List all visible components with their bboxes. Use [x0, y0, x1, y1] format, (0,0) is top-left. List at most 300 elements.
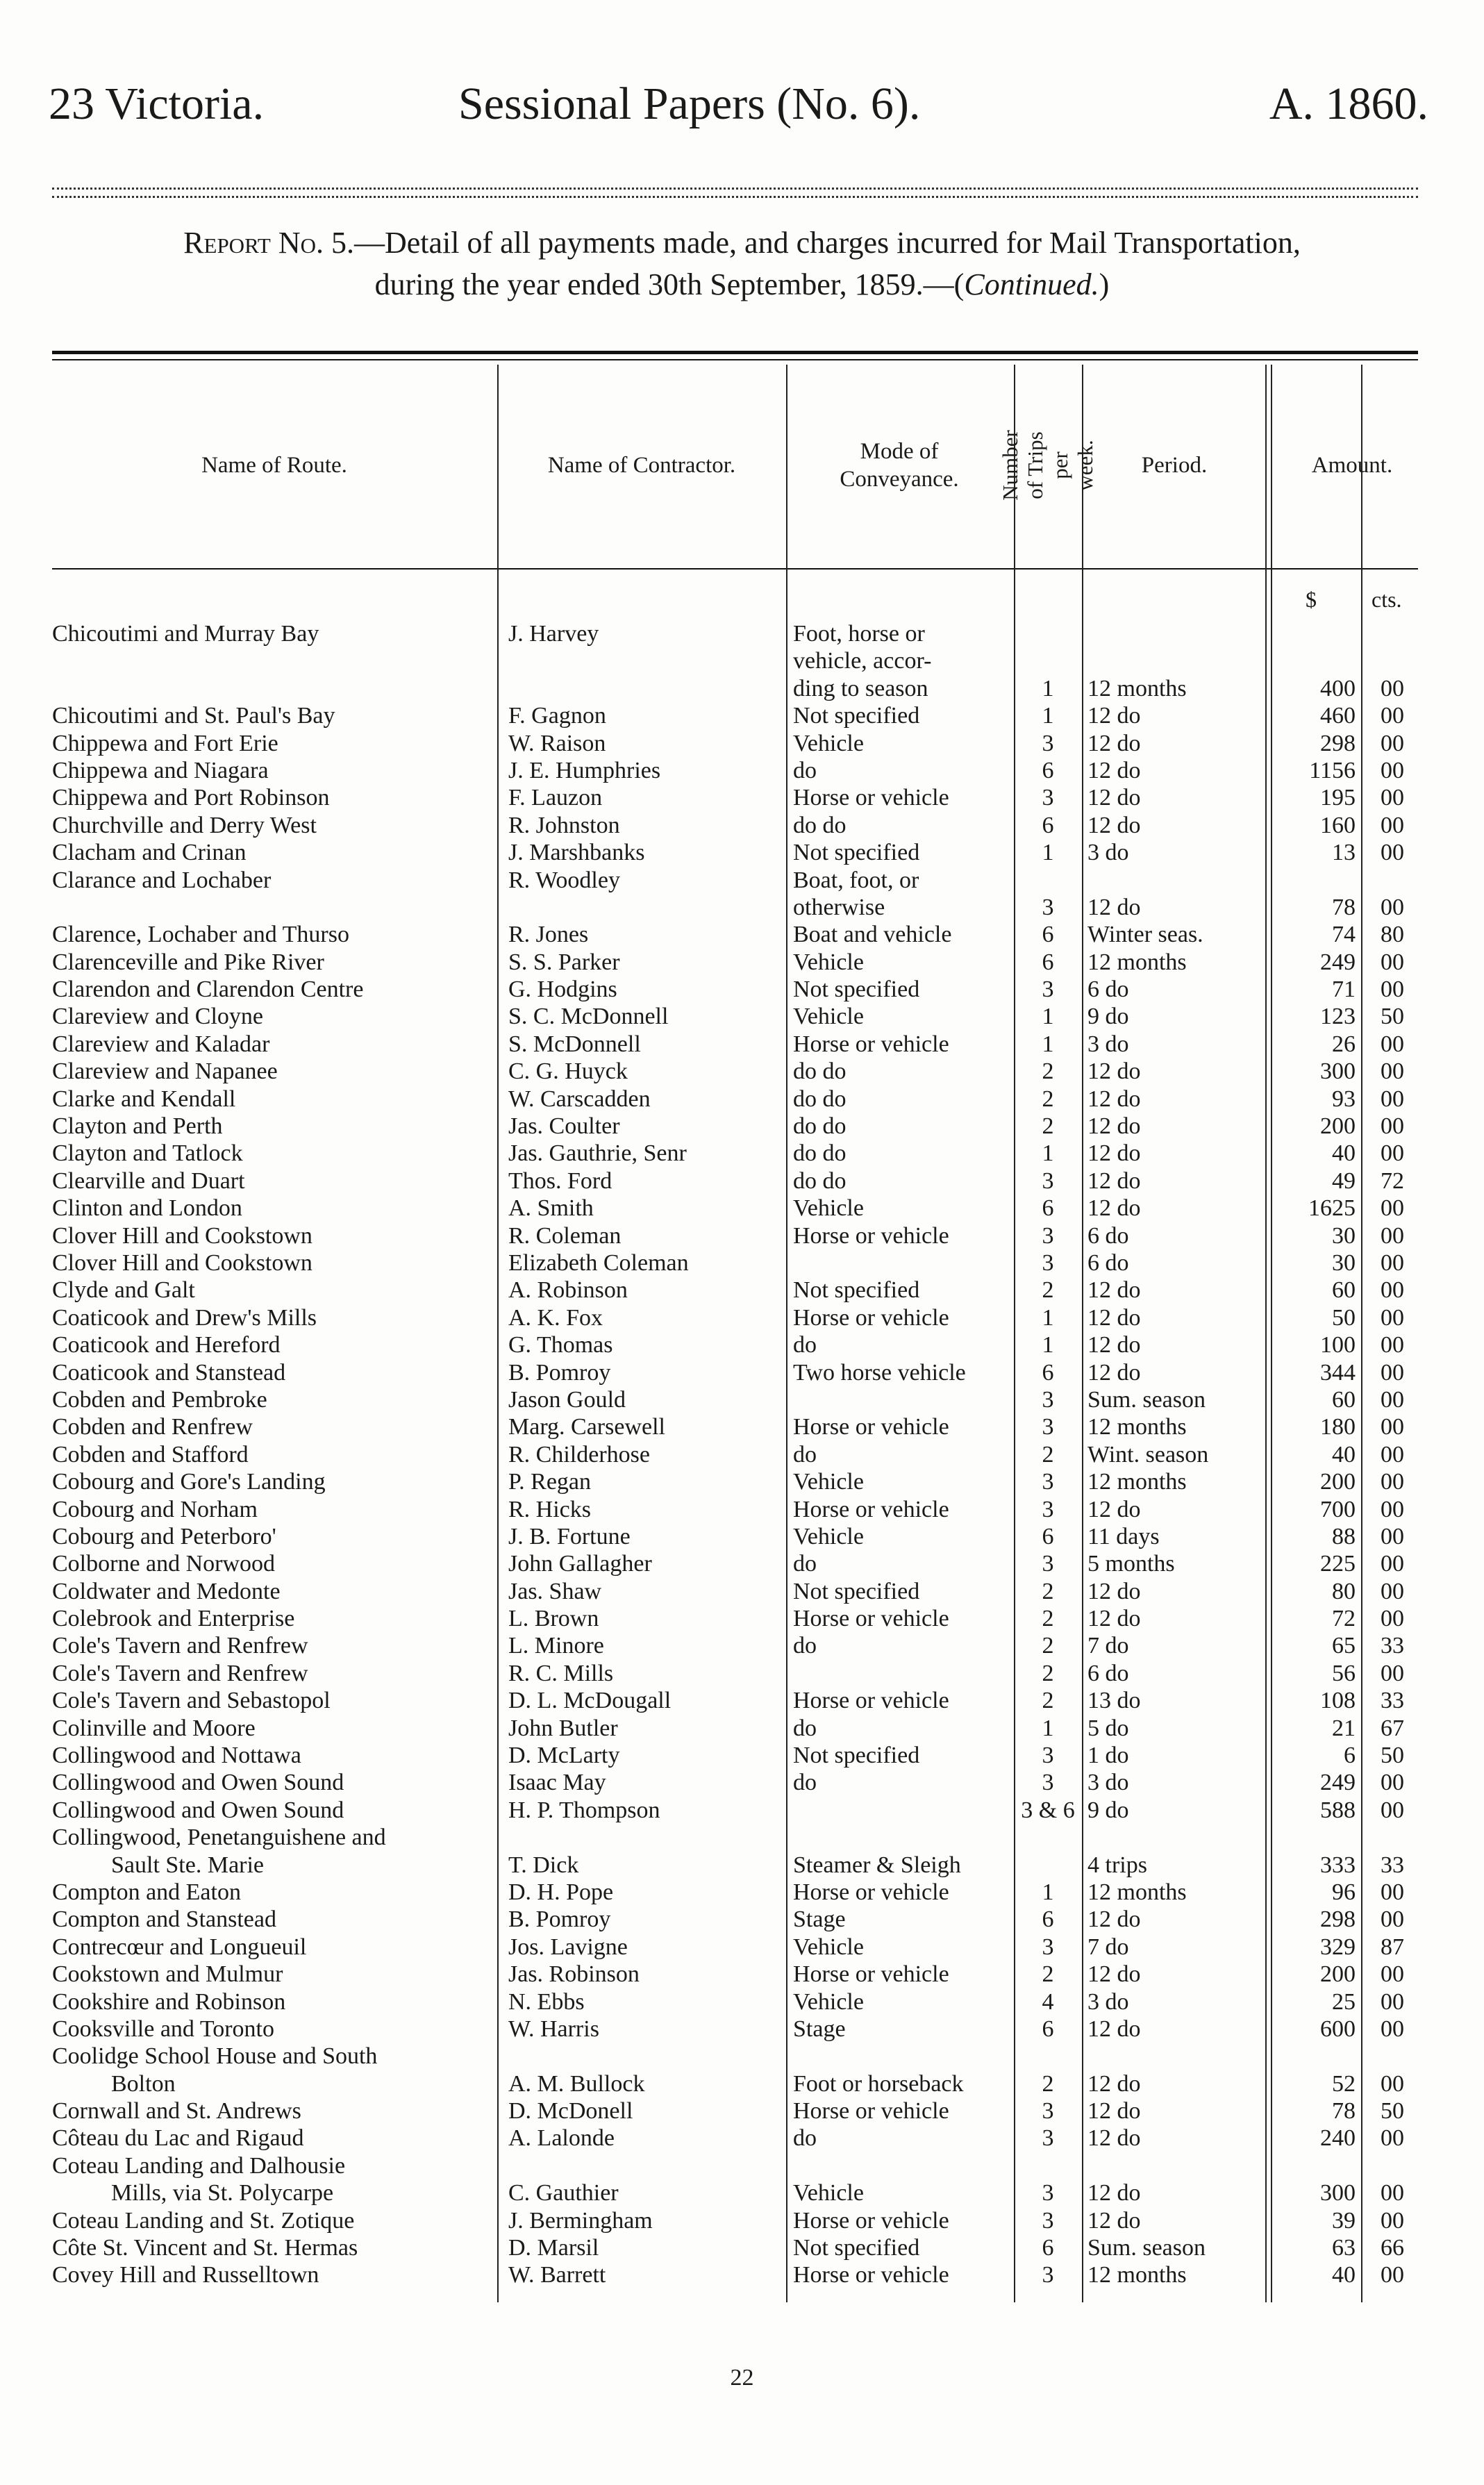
route-name — [52, 1550, 495, 1577]
amount-cents — [1372, 647, 1413, 674]
trips-per-week — [1015, 867, 1081, 894]
route-name-text: Clinton and London — [52, 1195, 242, 1222]
period-text: 7 do — [1087, 1934, 1129, 1960]
amount-cents-text: 00 — [1381, 2125, 1404, 2152]
period — [1087, 1222, 1262, 1249]
table-row — [0, 1797, 1484, 1824]
conveyance-mode-text: Horse or vehicle — [793, 1961, 949, 1988]
contractor-name-text: D. L. McDougall — [508, 1688, 672, 1714]
table-row — [0, 921, 1484, 948]
amount-dollars-text: 50 — [1332, 1304, 1356, 1331]
contractor-name-text: J. Bermingham — [508, 2207, 653, 2234]
amount-cents-text: 00 — [1381, 1277, 1404, 1304]
amount-dollars-text: 180 — [1320, 1414, 1356, 1440]
route-name — [52, 1195, 495, 1222]
contractor-name — [508, 1605, 784, 1632]
route-name-text: Compton and Stanstead — [52, 1906, 276, 1933]
trips-per-week-text: 6 — [1042, 922, 1054, 948]
table-row — [0, 1496, 1484, 1523]
amount-cents — [1372, 1195, 1413, 1222]
amount-dollars-text: 249 — [1320, 1770, 1356, 1796]
conveyance-mode — [793, 1167, 1014, 1195]
trips-per-week-text: 2 — [1042, 1277, 1054, 1304]
conveyance-mode — [793, 1113, 1014, 1140]
session-label: 23 Victoria. — [49, 78, 265, 129]
contractor-name-text: R. Johnston — [508, 812, 620, 838]
amount-cents-text: 00 — [1381, 1660, 1404, 1686]
trips-per-week — [1015, 1523, 1081, 1550]
conveyance-mode-text: Horse or vehicle — [793, 2262, 949, 2288]
trips-per-week — [1015, 620, 1081, 647]
conveyance-mode-text: do — [793, 2125, 817, 2152]
contractor-name — [508, 1906, 784, 1933]
trips-per-week-text: 6 — [1042, 1359, 1054, 1386]
amount-cents — [1372, 1715, 1413, 1742]
contractor-name — [508, 894, 784, 921]
table-row — [0, 2097, 1484, 2125]
amount-dollars — [1278, 675, 1356, 702]
amount-dollars-text: 400 — [1320, 675, 1356, 701]
route-name-text: Cobden and Pembroke — [52, 1386, 267, 1413]
route-name — [52, 1988, 495, 2016]
route-name-text: Clarendon and Clarendon Centre — [52, 976, 364, 1003]
amount-cents — [1372, 1742, 1413, 1769]
amount-dollars — [1278, 620, 1356, 647]
period-text: 12 do — [1087, 1304, 1141, 1331]
table-row — [0, 1359, 1484, 1386]
route-name — [52, 1934, 495, 1961]
amount-cents-text: 00 — [1381, 1140, 1404, 1167]
conveyance-mode-text: do do — [793, 1086, 847, 1112]
table-top-rule-thin — [52, 359, 1418, 360]
amount-cents — [1372, 730, 1413, 757]
conveyance-mode-text: Horse or vehicle — [793, 2098, 949, 2125]
trips-per-week — [1015, 1687, 1081, 1714]
conveyance-mode-text: ding to season — [793, 675, 928, 701]
amount-dollars — [1278, 1988, 1356, 2016]
amount-cents — [1372, 812, 1413, 839]
amount-dollars — [1278, 2261, 1356, 2288]
trips-per-week-text: 2 — [1042, 1688, 1054, 1714]
conveyance-mode — [793, 1632, 1014, 1659]
amount-dollars — [1278, 1331, 1356, 1358]
route-name — [52, 1331, 495, 1358]
conveyance-mode — [793, 1277, 1014, 1304]
route-name-text: Clarance and Lochaber — [52, 867, 272, 893]
amount-cents — [1372, 1934, 1413, 1961]
route-name-text: Cobourg and Norham — [52, 1496, 258, 1522]
amount-dollars-text: 60 — [1332, 1386, 1356, 1413]
trips-per-week — [1015, 976, 1081, 1003]
route-name — [52, 1167, 495, 1195]
period-text: 1 do — [1087, 1743, 1129, 1769]
contractor-name-text: S. McDonnell — [508, 1031, 641, 1057]
contractor-name-text: G. Thomas — [508, 1332, 613, 1358]
amount-cents-text: 00 — [1381, 1469, 1404, 1495]
amount-dollars — [1278, 812, 1356, 839]
period — [1087, 1496, 1262, 1523]
period-text: 6 do — [1087, 1222, 1129, 1249]
route-name — [52, 730, 495, 757]
route-name-text: Coolidge School House and South — [52, 2043, 378, 2070]
amount-dollars-text: 300 — [1320, 1058, 1356, 1085]
route-name — [52, 1113, 495, 1140]
route-name-text: Côte St. Vincent and St. Hermas — [52, 2235, 358, 2261]
trips-per-week-text: 1 — [1042, 675, 1054, 701]
table-row — [0, 1222, 1484, 1249]
period — [1087, 1523, 1262, 1550]
conveyance-mode — [793, 2179, 1014, 2206]
column-header-route: Name of Route. — [201, 453, 347, 478]
period — [1087, 1058, 1262, 1085]
amount-cents — [1372, 1249, 1413, 1277]
route-name — [52, 2016, 495, 2043]
trips-per-week — [1015, 2097, 1081, 2125]
route-name — [52, 1086, 495, 1113]
conveyance-mode — [793, 1769, 1014, 1796]
conveyance-mode — [793, 1058, 1014, 1085]
amount-cents-text: 66 — [1381, 2235, 1404, 2261]
conveyance-mode-text: Vehicle — [793, 1004, 864, 1030]
route-name-text: Clarenceville and Pike River — [52, 949, 324, 975]
conveyance-mode-text: do do — [793, 1058, 847, 1085]
route-name-text: Cookstown and Mulmur — [52, 1961, 283, 1988]
amount-cents — [1372, 1031, 1413, 1058]
amount-cents-text: 00 — [1381, 812, 1404, 838]
contractor-name — [508, 1687, 784, 1714]
continued-label: Continued. — [964, 267, 1099, 301]
trips-per-week-text: 3 — [1042, 1934, 1054, 1960]
conveyance-mode — [793, 1934, 1014, 1961]
amount-dollars — [1278, 2016, 1356, 2043]
trips-per-week — [1015, 1140, 1081, 1167]
amount-dollars-text: 240 — [1320, 2125, 1356, 2152]
trips-per-week — [1015, 1441, 1081, 1468]
route-name-text: Clareview and Cloyne — [52, 1004, 264, 1030]
table-row — [0, 2043, 1484, 2070]
amount-cents-text: 00 — [1381, 785, 1404, 811]
period — [1087, 1331, 1262, 1358]
period — [1087, 1195, 1262, 1222]
period — [1087, 839, 1262, 866]
contractor-name-text: H. P. Thompson — [508, 1797, 660, 1823]
period-text: 12 months — [1087, 2262, 1187, 2288]
period — [1087, 2179, 1262, 2206]
conveyance-mode — [793, 2097, 1014, 2125]
contractor-name — [508, 2016, 784, 2043]
trips-per-week-text: 2 — [1042, 1113, 1054, 1140]
amount-cents — [1372, 1578, 1413, 1605]
contractor-name-text: S. C. McDonnell — [508, 1004, 669, 1030]
conveyance-mode-text: Stage — [793, 2016, 846, 2042]
amount-dollars — [1278, 2152, 1356, 2179]
trips-per-week-text: 3 — [1042, 2125, 1054, 2152]
period — [1087, 675, 1262, 702]
amount-cents — [1372, 1277, 1413, 1304]
conveyance-mode-text: Horse or vehicle — [793, 1879, 949, 1905]
trips-per-week-text: 3 — [1042, 1414, 1054, 1440]
period — [1087, 647, 1262, 674]
amount-dollars — [1278, 1441, 1356, 1468]
route-name — [52, 1003, 495, 1030]
period-text: 12 months — [1087, 675, 1187, 701]
trips-per-week-text: 2 — [1042, 1578, 1054, 1604]
amount-dollars — [1278, 702, 1356, 729]
contractor-name-text: R. Coleman — [508, 1222, 622, 1249]
period-text: 11 days — [1087, 1523, 1160, 1549]
contractor-name-text: J. Harvey — [508, 621, 599, 647]
contractor-name-text: John Gallagher — [508, 1551, 652, 1577]
period — [1087, 2097, 1262, 2125]
amount-cents — [1372, 2179, 1413, 2206]
route-name — [52, 921, 495, 948]
conveyance-mode — [793, 976, 1014, 1003]
amount-cents — [1372, 1879, 1413, 1906]
period-text: 12 do — [1087, 730, 1141, 756]
amount-dollars — [1278, 1578, 1356, 1605]
period — [1087, 1769, 1262, 1796]
contractor-name — [508, 2070, 784, 2097]
route-name-text: Compton and Eaton — [52, 1879, 241, 1905]
conveyance-mode-text: Foot or horseback — [793, 2070, 964, 2097]
table-row — [0, 1304, 1484, 1331]
route-name — [52, 1961, 495, 1988]
conveyance-mode — [793, 1249, 1014, 1277]
conveyance-mode-text: Steamer & Sleigh — [793, 1852, 961, 1878]
conveyance-mode-text: Not specified — [793, 2235, 920, 2261]
period-text: 12 do — [1087, 1359, 1141, 1386]
amount-cents — [1372, 1605, 1413, 1632]
amount-cents — [1372, 1824, 1413, 1851]
route-name — [52, 1852, 495, 1879]
amount-dollars-text: 40 — [1332, 1140, 1356, 1167]
route-name — [52, 1304, 495, 1331]
trips-per-week-text: 6 — [1042, 812, 1054, 838]
amount-dollars — [1278, 1660, 1356, 1687]
period-text: 6 do — [1087, 1660, 1129, 1686]
conveyance-mode-text: Vehicle — [793, 1988, 864, 2015]
conveyance-mode-text: do do — [793, 1113, 847, 1140]
table-row — [0, 1468, 1484, 1495]
trips-per-week — [1015, 1797, 1081, 1824]
conveyance-mode-text: Horse or vehicle — [793, 1222, 949, 1249]
trips-per-week — [1015, 702, 1081, 729]
trips-per-week — [1015, 1824, 1081, 1851]
period-text: 3 do — [1087, 1031, 1129, 1057]
amount-cents-text: 00 — [1381, 1359, 1404, 1386]
period — [1087, 1797, 1262, 1824]
amount-dollars — [1278, 1249, 1356, 1277]
table-row — [0, 702, 1484, 729]
trips-per-week-text: 3 — [1042, 894, 1054, 920]
period — [1087, 894, 1262, 921]
period — [1087, 1578, 1262, 1605]
period-text: 12 months — [1087, 949, 1187, 975]
period — [1087, 1632, 1262, 1659]
route-name-text: Clover Hill and Cookstown — [52, 1249, 312, 1276]
contractor-name — [508, 730, 784, 757]
contractor-name-text: P. Regan — [508, 1469, 591, 1495]
conveyance-mode — [793, 2234, 1014, 2261]
contractor-name-text: Jas. Shaw — [508, 1578, 602, 1604]
amount-cents — [1372, 675, 1413, 702]
contractor-name-text: N. Ebbs — [508, 1988, 585, 2015]
table-row — [0, 1331, 1484, 1358]
period — [1087, 867, 1262, 894]
amount-dollars-text: 56 — [1332, 1660, 1356, 1686]
amount-dollars-text: 40 — [1332, 1441, 1356, 1468]
amount-dollars-text: 108 — [1320, 1688, 1356, 1714]
amount-cents-text: 00 — [1381, 1414, 1404, 1440]
amount-dollars — [1278, 867, 1356, 894]
route-name — [52, 1797, 495, 1824]
amount-cents — [1372, 1003, 1413, 1030]
contractor-name-text: J. B. Fortune — [508, 1523, 631, 1549]
amount-cents-text: 00 — [1381, 1031, 1404, 1057]
contractor-name-text: J. E. Humphries — [508, 757, 661, 783]
table-row — [0, 2016, 1484, 2043]
contractor-name — [508, 1413, 784, 1440]
trips-per-week — [1015, 675, 1081, 702]
contractor-name-text: G. Hodgins — [508, 976, 617, 1003]
period-text: 12 do — [1087, 1906, 1141, 1933]
amount-cents — [1372, 2125, 1413, 2152]
amount-dollars — [1278, 784, 1356, 811]
period — [1087, 812, 1262, 839]
period-text: 5 months — [1087, 1551, 1175, 1577]
period-text: 12 do — [1087, 1113, 1141, 1140]
amount-cents-text: 33 — [1381, 1852, 1404, 1878]
amount-dollars — [1278, 1195, 1356, 1222]
amount-dollars-text: 49 — [1332, 1167, 1356, 1194]
route-name-text: Chippewa and Niagara — [52, 757, 269, 783]
amount-cents — [1372, 2261, 1413, 2288]
period — [1087, 2152, 1262, 2179]
period-text: 3 do — [1087, 1988, 1129, 2015]
contractor-name-text: W. Raison — [508, 730, 606, 756]
conveyance-mode-text: do — [793, 1715, 817, 1741]
table-row — [0, 867, 1484, 894]
period-text: 12 months — [1087, 1414, 1187, 1440]
conveyance-mode-text: Vehicle — [793, 949, 864, 975]
period-text: 12 do — [1087, 1277, 1141, 1304]
route-name — [52, 1605, 495, 1632]
column-header-period: Period. — [1141, 453, 1208, 478]
contractor-name-text: R. Jones — [508, 922, 589, 948]
period-text: 6 do — [1087, 976, 1129, 1003]
route-name — [52, 1578, 495, 1605]
trips-per-week — [1015, 1879, 1081, 1906]
amount-cents — [1372, 1496, 1413, 1523]
trips-per-week-text: 4 — [1042, 1988, 1054, 2015]
amount-dollars — [1278, 1715, 1356, 1742]
conveyance-mode — [793, 1687, 1014, 1714]
amount-dollars — [1278, 2097, 1356, 2125]
conveyance-mode — [793, 1879, 1014, 1906]
table-row — [0, 1578, 1484, 1605]
amount-cents-text: 00 — [1381, 1988, 1404, 2015]
amount-cents — [1372, 784, 1413, 811]
period — [1087, 1359, 1262, 1386]
trips-per-week — [1015, 2261, 1081, 2288]
route-name-text: Clarence, Lochaber and Thurso — [52, 922, 349, 948]
contractor-name — [508, 1852, 784, 1879]
amount-dollars-text: 344 — [1320, 1359, 1356, 1386]
period-text: 13 do — [1087, 1688, 1141, 1714]
route-name-text: Colborne and Norwood — [52, 1551, 276, 1577]
amount-cents — [1372, 1058, 1413, 1085]
amount-dollars-text: 78 — [1332, 2098, 1356, 2125]
route-name — [52, 949, 495, 976]
amount-dollars-text: 30 — [1332, 1249, 1356, 1276]
conveyance-mode-text: Not specified — [793, 840, 920, 866]
trips-per-week-text: 2 — [1042, 1441, 1054, 1468]
amount-dollars — [1278, 1086, 1356, 1113]
contractor-name — [508, 2207, 784, 2234]
conveyance-mode-text: Horse or vehicle — [793, 1031, 949, 1057]
trips-per-week — [1015, 2070, 1081, 2097]
table-row — [0, 949, 1484, 976]
contractor-name — [508, 1988, 784, 2016]
conveyance-mode — [793, 730, 1014, 757]
route-name-text: Colinville and Moore — [52, 1715, 256, 1741]
contractor-name-text: Elizabeth Coleman — [508, 1249, 689, 1276]
amount-dollars-text: 588 — [1320, 1797, 1356, 1823]
trips-per-week — [1015, 2234, 1081, 2261]
amount-dollars-text: 78 — [1332, 894, 1356, 920]
trips-per-week-text: 3 — [1042, 2207, 1054, 2234]
period — [1087, 1277, 1262, 1304]
amount-cents-text: 00 — [1381, 757, 1404, 783]
table-row — [0, 2179, 1484, 2206]
period — [1087, 2125, 1262, 2152]
conveyance-mode — [793, 1988, 1014, 2016]
amount-dollars-text: 26 — [1332, 1031, 1356, 1057]
amount-cents — [1372, 1086, 1413, 1113]
route-name-text: Clayton and Tatlock — [52, 1140, 243, 1167]
contractor-name — [508, 1715, 784, 1742]
amount-dollars — [1278, 647, 1356, 674]
period — [1087, 1934, 1262, 1961]
amount-cents — [1372, 702, 1413, 729]
amount-cents — [1372, 2043, 1413, 2070]
conveyance-mode-text: vehicle, accor- — [793, 648, 932, 674]
amount-cents-text: 00 — [1381, 2016, 1404, 2042]
amount-dollars-text: 100 — [1320, 1332, 1356, 1358]
trips-per-week — [1015, 1031, 1081, 1058]
period — [1087, 1167, 1262, 1195]
amount-cents-text: 00 — [1381, 703, 1404, 729]
amount-cents-text: 00 — [1381, 1523, 1404, 1549]
trips-per-week-text: 3 — [1042, 1496, 1054, 1522]
trips-per-week — [1015, 1468, 1081, 1495]
trips-per-week — [1015, 1413, 1081, 1440]
conveyance-mode — [793, 647, 1014, 674]
trips-per-week — [1015, 1906, 1081, 1933]
route-name — [52, 1468, 495, 1495]
amount-cents — [1372, 1988, 1413, 2016]
amount-dollars-text: 60 — [1332, 1277, 1356, 1304]
route-name-text: Collingwood and Owen Sound — [52, 1770, 344, 1796]
amount-dollars — [1278, 757, 1356, 784]
contractor-name — [508, 2043, 784, 2070]
contractor-name — [508, 1550, 784, 1577]
amount-dollars-text: 72 — [1332, 1606, 1356, 1632]
table-row — [0, 2125, 1484, 2152]
page-header — [49, 73, 1435, 135]
period-text: 3 do — [1087, 1770, 1129, 1796]
amount-dollars — [1278, 1496, 1356, 1523]
